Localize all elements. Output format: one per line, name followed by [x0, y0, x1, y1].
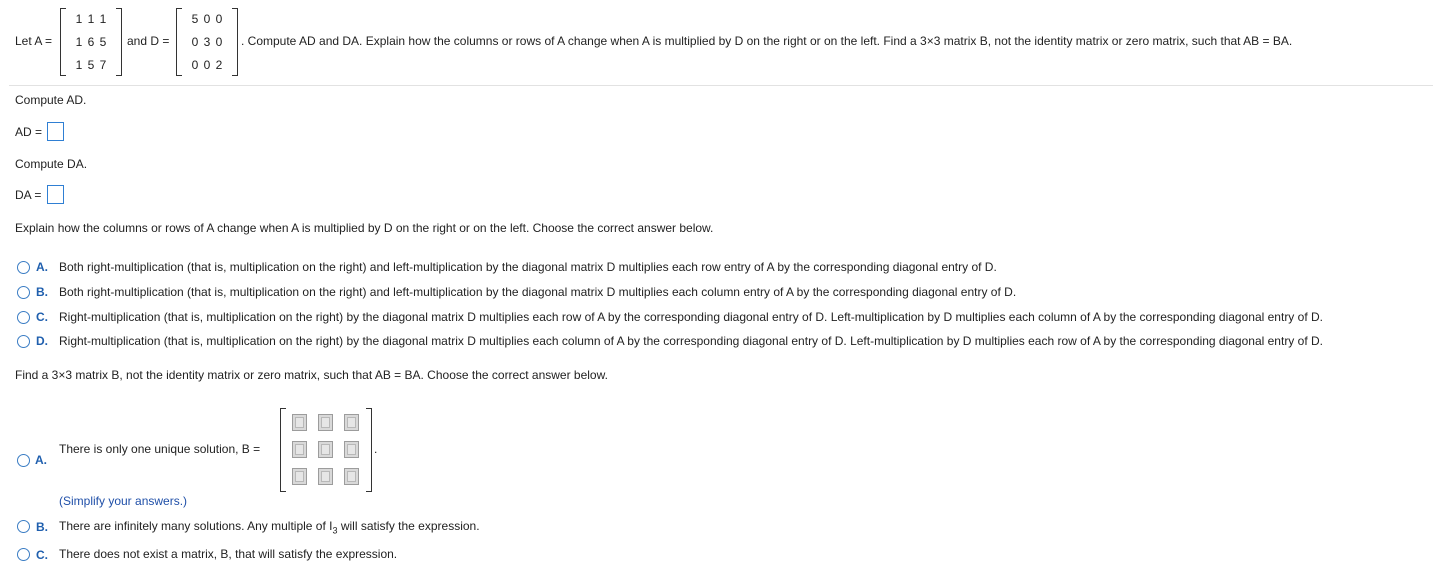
- matrix-a-row: [60, 12, 122, 26]
- option-letter: A.: [36, 260, 48, 274]
- compute-ad-prompt: Compute AD.: [15, 93, 87, 107]
- radio-button[interactable]: [17, 286, 30, 299]
- matrix-d-entry: 0: [215, 12, 223, 26]
- matrix-a-entry: 1: [75, 35, 83, 49]
- matrix-a-entry: 5: [87, 58, 95, 72]
- matrix-b-left-bracket: [280, 408, 286, 492]
- let-a-label: Let A =: [15, 34, 53, 48]
- matrix-a-entry: 6: [87, 35, 95, 49]
- matrix-b-cell-input[interactable]: [292, 414, 307, 431]
- option-text: Right-multiplication (that is, multiplication on the right) by the diagonal matrix D multiplies each row of A by the corresponding diagonal entry of D. Left-multiplication by D multiplies each column of A by the corresponding diagonal entry of D.: [59, 310, 1323, 324]
- matrix-a: [60, 8, 122, 76]
- option-text: Right-multiplication (that is, multiplication on the right) by the diagonal matrix D multiplies each column of A by the corresponding diagonal entry of D. Left-multiplication by D multiplies each row of A by the corresponding diagonal entry of D.: [59, 334, 1323, 348]
- da-answer-input[interactable]: [47, 185, 64, 204]
- option-letter: B.: [36, 285, 48, 299]
- ad-answer-input[interactable]: [47, 122, 64, 141]
- section-divider: [9, 85, 1433, 86]
- option-letter: D.: [36, 334, 48, 348]
- compute-da-prompt: Compute DA.: [15, 157, 88, 171]
- matrix-d-entry: 0: [215, 35, 223, 49]
- ad-answer-label: AD =: [15, 125, 43, 139]
- matrix-b-cell-input[interactable]: [344, 441, 359, 458]
- matrix-b-cell-input[interactable]: [292, 468, 307, 485]
- radio-button[interactable]: [17, 311, 30, 324]
- radio-button[interactable]: [17, 454, 30, 467]
- matrix-d-entry: 2: [215, 58, 223, 72]
- option-letter: A.: [35, 453, 47, 467]
- matrix-b-cell-input[interactable]: [292, 441, 307, 458]
- matrix-d-row: [176, 58, 238, 72]
- matrix-b-cell-input[interactable]: [344, 468, 359, 485]
- matrix-b-cell-input[interactable]: [344, 414, 359, 431]
- matrix-a-row: [60, 58, 122, 72]
- radio-button[interactable]: [17, 520, 30, 533]
- option-letter: C.: [36, 548, 48, 562]
- matrix-d: [176, 8, 238, 76]
- option-text: There does not exist a matrix, B, that will satisfy the expression.: [59, 547, 398, 561]
- matrix-a-entry: 1: [75, 12, 83, 26]
- matrix-a-entry: 1: [87, 12, 95, 26]
- da-answer-label: DA =: [15, 188, 42, 202]
- matrix-d-entry: 0: [191, 58, 199, 72]
- matrix-a-entry: 1: [99, 12, 107, 26]
- matrix-b-right-bracket: [366, 408, 372, 492]
- simplify-hint: (Simplify your answers.): [59, 494, 188, 508]
- matrix-d-row: [176, 35, 238, 49]
- option-text: Both right-multiplication (that is, multiplication on the right) and left-multiplication by the diagonal matrix D multiplies each column entry of A by the corresponding diagonal entry of D.: [59, 285, 1017, 299]
- matrix-a-entry: 5: [99, 35, 107, 49]
- matrix-d-entry: 0: [191, 35, 199, 49]
- find-b-prompt: Find a 3×3 matrix B, not the identity matrix or zero matrix, such that AB = BA. Choose the correct answer below.: [15, 368, 608, 382]
- matrix-b-period: .: [374, 442, 378, 456]
- option-text: There is only one unique solution, B =: [59, 442, 261, 456]
- identity-subscript: 3: [332, 525, 338, 536]
- explain-prompt: Explain how the columns or rows of A change when A is multiplied by D on the right or on the left. Choose the correct answer below.: [15, 221, 714, 235]
- option-text-after: will satisfy the expression.: [337, 519, 480, 533]
- option-text: Both right-multiplication (that is, multiplication on the right) and left-multiplication by the diagonal matrix D multiplies each row entry of A by the corresponding diagonal entry of D.: [59, 260, 997, 274]
- matrix-d-entry: 5: [191, 12, 199, 26]
- matrix-d-row: [176, 12, 238, 26]
- matrix-a-entry: 1: [75, 58, 83, 72]
- option-text-before: There are infinitely many solutions. Any multiple of I: [59, 519, 333, 533]
- matrix-b-cell-input[interactable]: [318, 468, 333, 485]
- matrix-a-row: [60, 35, 122, 49]
- radio-button[interactable]: [17, 335, 30, 348]
- matrix-b-cell-input[interactable]: [318, 414, 333, 431]
- option-text: [59, 519, 480, 535]
- matrix-d-entry: 3: [203, 35, 211, 49]
- matrix-d-entry: 0: [203, 12, 211, 26]
- radio-button[interactable]: [17, 548, 30, 561]
- option-letter: B.: [36, 520, 48, 534]
- question-text: . Compute AD and DA. Explain how the columns or rows of A change when A is multiplied by D on the right or on the left. Find a 3×3 matrix B, not the identity matrix or zero matrix, such that AB = BA.: [241, 34, 1293, 48]
- matrix-d-entry: 0: [203, 58, 211, 72]
- radio-button[interactable]: [17, 261, 30, 274]
- and-d-label: and D =: [127, 34, 170, 48]
- option-letter: C.: [36, 310, 48, 324]
- matrix-a-entry: 7: [99, 58, 107, 72]
- matrix-b-cell-input[interactable]: [318, 441, 333, 458]
